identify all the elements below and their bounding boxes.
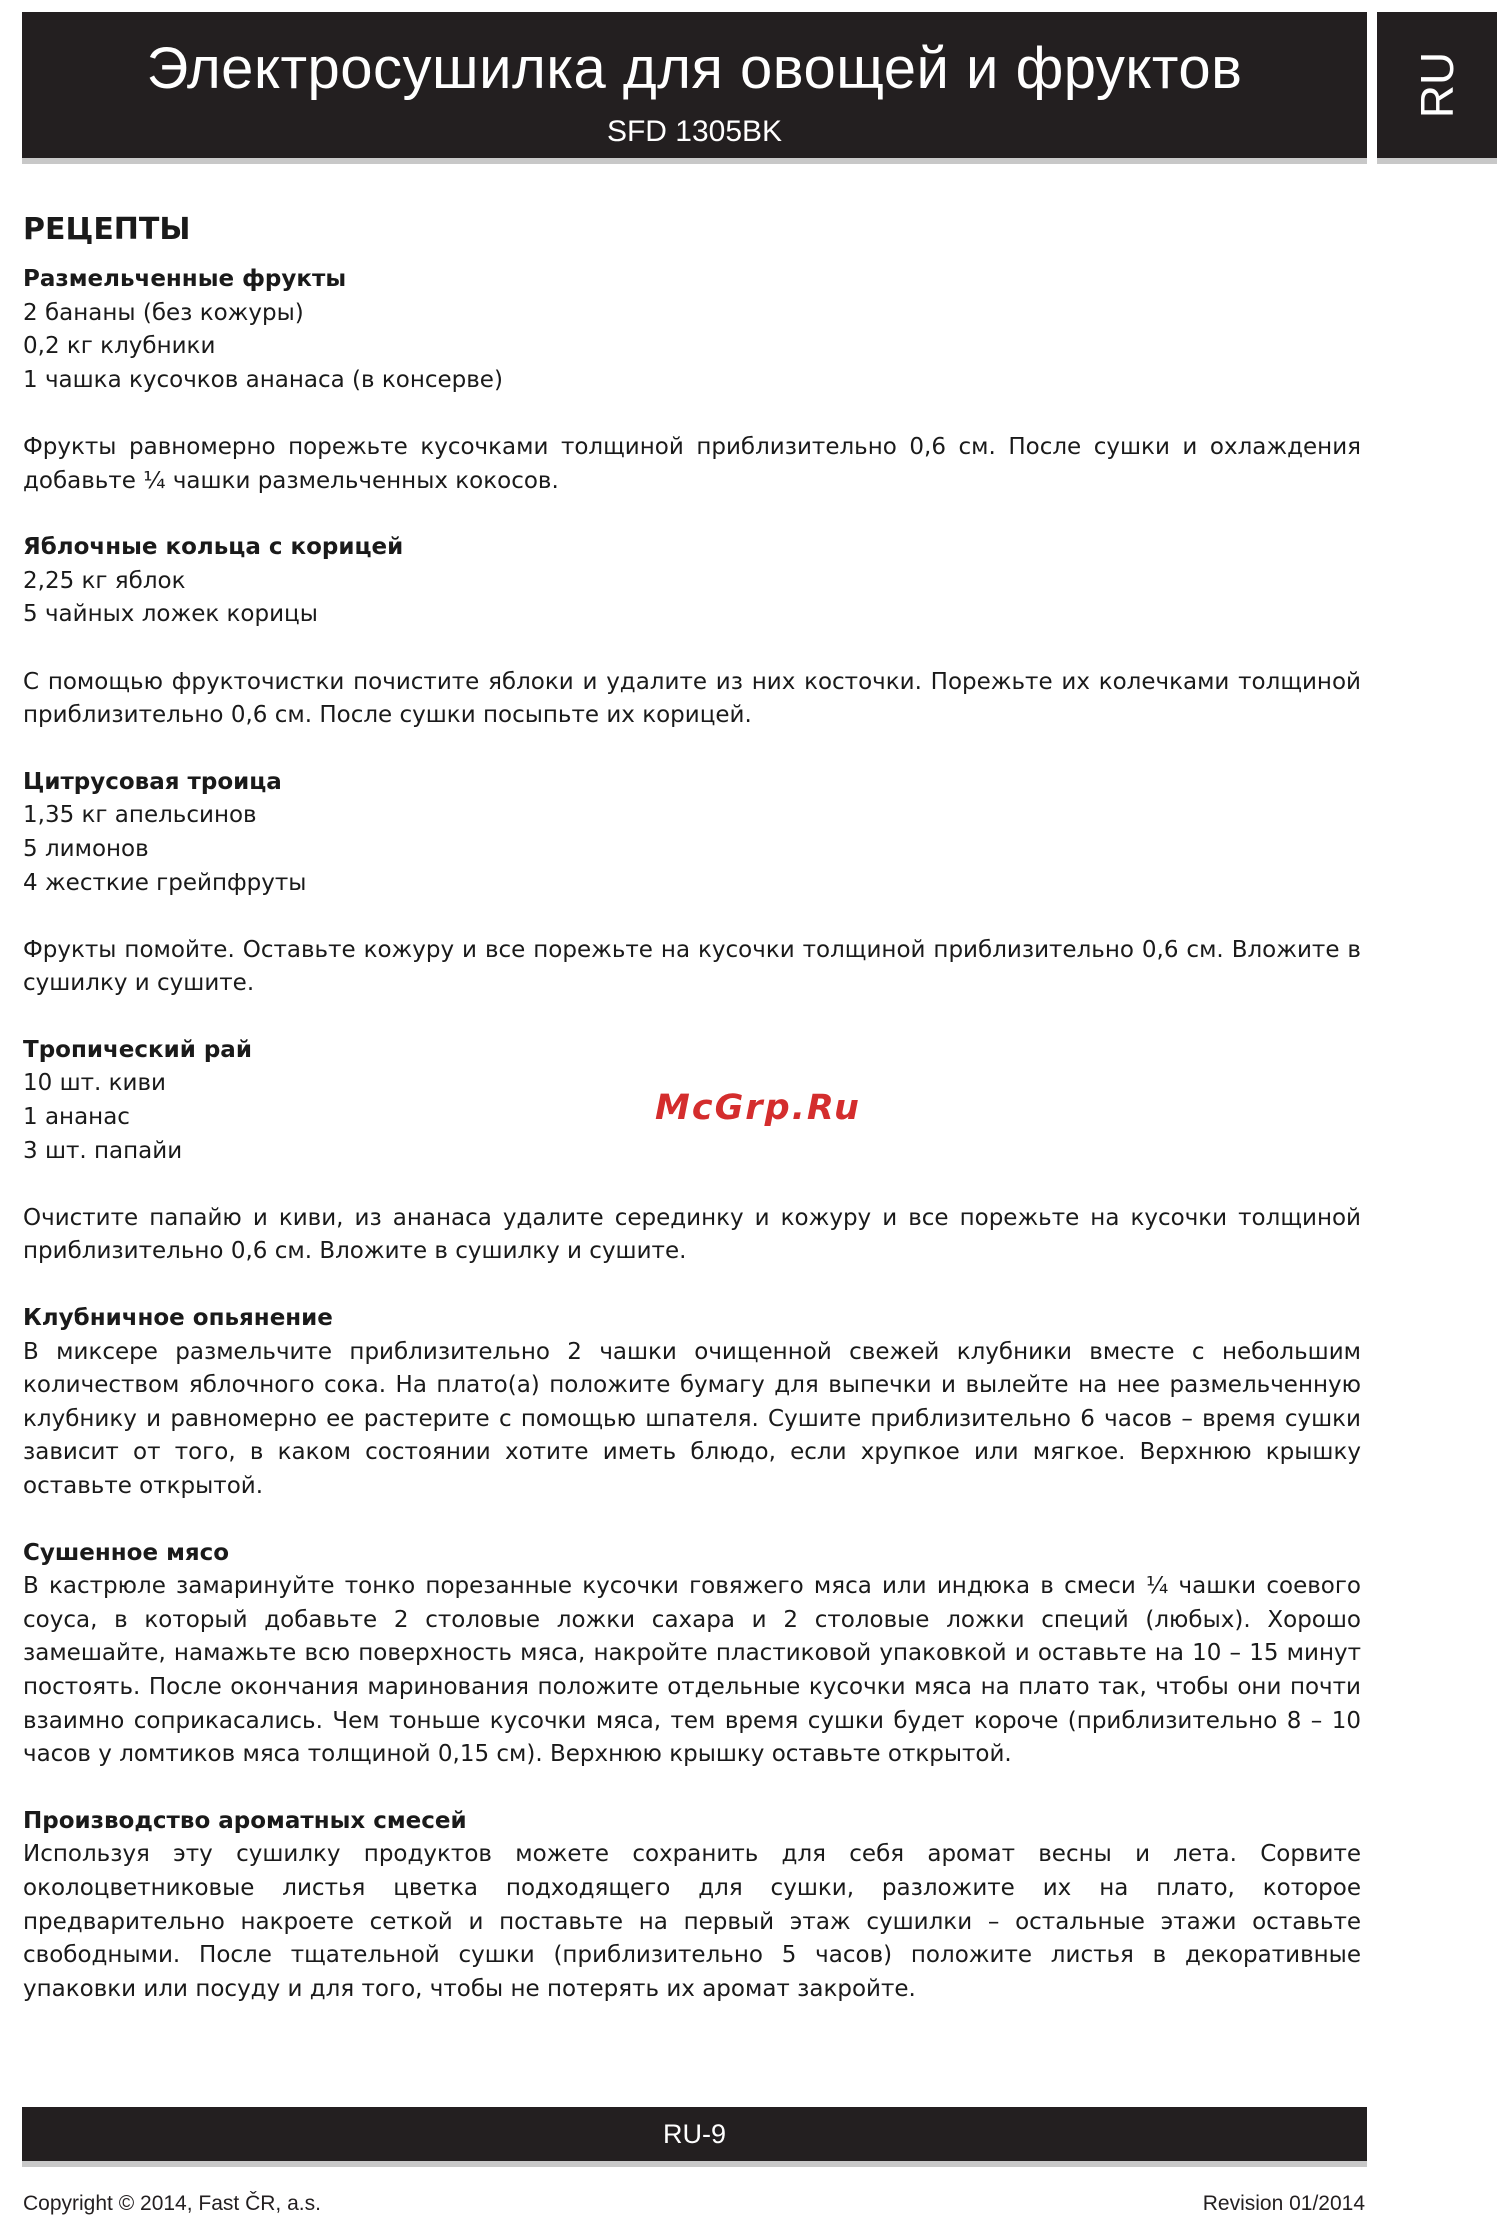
recipe-mashed-fruits [23, 263, 1361, 498]
section-title: РЕЦЕПТЫ [23, 212, 191, 247]
header-shadow [22, 158, 1367, 164]
recipe-title: Сушенное мясо [23, 1539, 230, 1566]
header-bar [22, 12, 1367, 158]
ingredient: 5 чайных ложек корицы [23, 601, 318, 628]
recipe-apple-rings [23, 531, 1361, 733]
recipe-citrus-trio [23, 766, 1361, 1001]
recipe-instructions: Фрукты помойте. Оставьте кожуру и все порежьте на кусочки толщиной приблизительно 0,6 см. Вложите в сушилку и сушите. [23, 936, 1361, 997]
footer-shadow [22, 2161, 1367, 2167]
recipe-title: Клубничное опьянение [23, 1305, 333, 1332]
document-title: Электросушилка для овощей и фруктов [146, 36, 1243, 101]
model-number: SFD 1305BK [606, 115, 783, 148]
recipe-strawberry-intoxication [23, 1302, 1361, 1504]
watermark: McGrp.Ru [655, 1088, 861, 1128]
recipe-instructions: Очистите папайю и киви, из ананаса удалите серединку и кожуру и все порежьте на кусочки толщиной приблизительно 0,6 см. Вложите в сушилку и сушите. [23, 1204, 1361, 1265]
ingredient: 5 лимонов [23, 835, 149, 862]
page-number: RU-9 [662, 2119, 726, 2149]
ingredient: 3 шт. папайи [23, 1137, 183, 1164]
copyright-notice: Copyright © 2014, Fast ČR, a.s. [23, 2192, 321, 2215]
recipe-title: Производство ароматных смесей [23, 1807, 467, 1834]
recipe-aromatic-mixtures [23, 1805, 1361, 2007]
ingredient-list [23, 565, 1361, 632]
footer-bar [22, 2107, 1367, 2161]
recipe-instructions: Фрукты равномерно порежьте кусочками толщиной приблизительно 0,6 см. После сушки и охлаждения добавьте ¼ чашки размельченных кокосов. [23, 433, 1361, 494]
recipe-title: Яблочные кольца с корицей [23, 534, 404, 561]
ingredient: 1 ананас [23, 1104, 130, 1131]
ingredient: 2,25 кг яблок [23, 567, 186, 594]
recipe-title: Размельченные фрукты [23, 266, 347, 292]
recipe-instructions: С помощью фрукточистки почистите яблоки и удалите из них косточки. Порежьте их колечками толщиной приблизительно 0,6 см. После сушки посыпьте их корицей. [23, 668, 1361, 729]
ingredient: 2 бананы (без кожуры) [23, 299, 304, 326]
recipe-instructions: В кастрюле замаринуйте тонко порезанные кусочки говяжего мяса или индюка в смеси ¼ чашки соевого соуса, в который добавьте 2 столовые ложки сахара и 2 столовые ложки специй (любых). Хорошо замешайте, намажьте всю поверхность мяса, накройте пластиковой упаковкой и оставьте на 10 – 15 минут постоять. После окончания маринования положите отдельные кусочки мяса на плато так, чтобы они почти взаимно соприкасались. Чем тоньше кусочки мяса, тем время сушки будет короче (приблизительно 8 – 10 часов у ломтиков мяса толщиной 0,15 см). Верхнюю крышку оставьте открытой. [23, 1573, 1361, 1768]
ingredient-list [23, 799, 1361, 900]
recipe-instructions: В миксере размельчите приблизительно 2 чашки очищенной свежей клубники вместе с небольшим количеством яблочного сока. На плато(а) положите бумагу для выпечки и вылейте на нее размельченную клубнику и равномерно ее растерите с помощью шпателя. Сушите приблизительно 6 часов – время сушки зависит от того, в каком состоянии хотите иметь блюдо, если хрупкое или мягкое. Верхнюю крышку оставьте открытой. [23, 1338, 1361, 1499]
ingredient: 0,2 кг клубники [23, 333, 216, 360]
ingredient: 4 жесткие грейпфруты [23, 869, 307, 896]
ingredient: 1,35 кг апельсинов [23, 802, 257, 829]
ingredient: 10 шт. киви [23, 1070, 166, 1097]
language-tab-shadow [1377, 158, 1497, 164]
language-tab [1377, 12, 1497, 158]
recipe-instructions: Используя эту сушилку продуктов можете сохранить для себя аромат весны и лета. Сорвите околоцветниковые листья цветка подходящего для сушки, разложите их на плато, которое предварительно накроете сеткой и поставьте на первый этаж сушилки – остальные этажи оставьте свободными. После тщательной сушки (приблизительно 5 часов) положите листья в декоративные упаковки или посуду и для того, чтобы не потерять их аромат закройте. [23, 1841, 1361, 2002]
recipe-title: Тропический рай [23, 1036, 252, 1063]
recipe-dried-meat [23, 1537, 1361, 1772]
recipe-tropical-paradise [23, 1034, 1361, 1269]
language-label: RU [1411, 51, 1463, 119]
ingredient: 1 чашка кусочков ананаса (в консерве) [23, 366, 503, 393]
revision-label: Revision 01/2014 [1202, 2192, 1365, 2215]
ingredient-list [23, 297, 1361, 398]
recipe-title: Цитрусовая троица [23, 768, 282, 795]
